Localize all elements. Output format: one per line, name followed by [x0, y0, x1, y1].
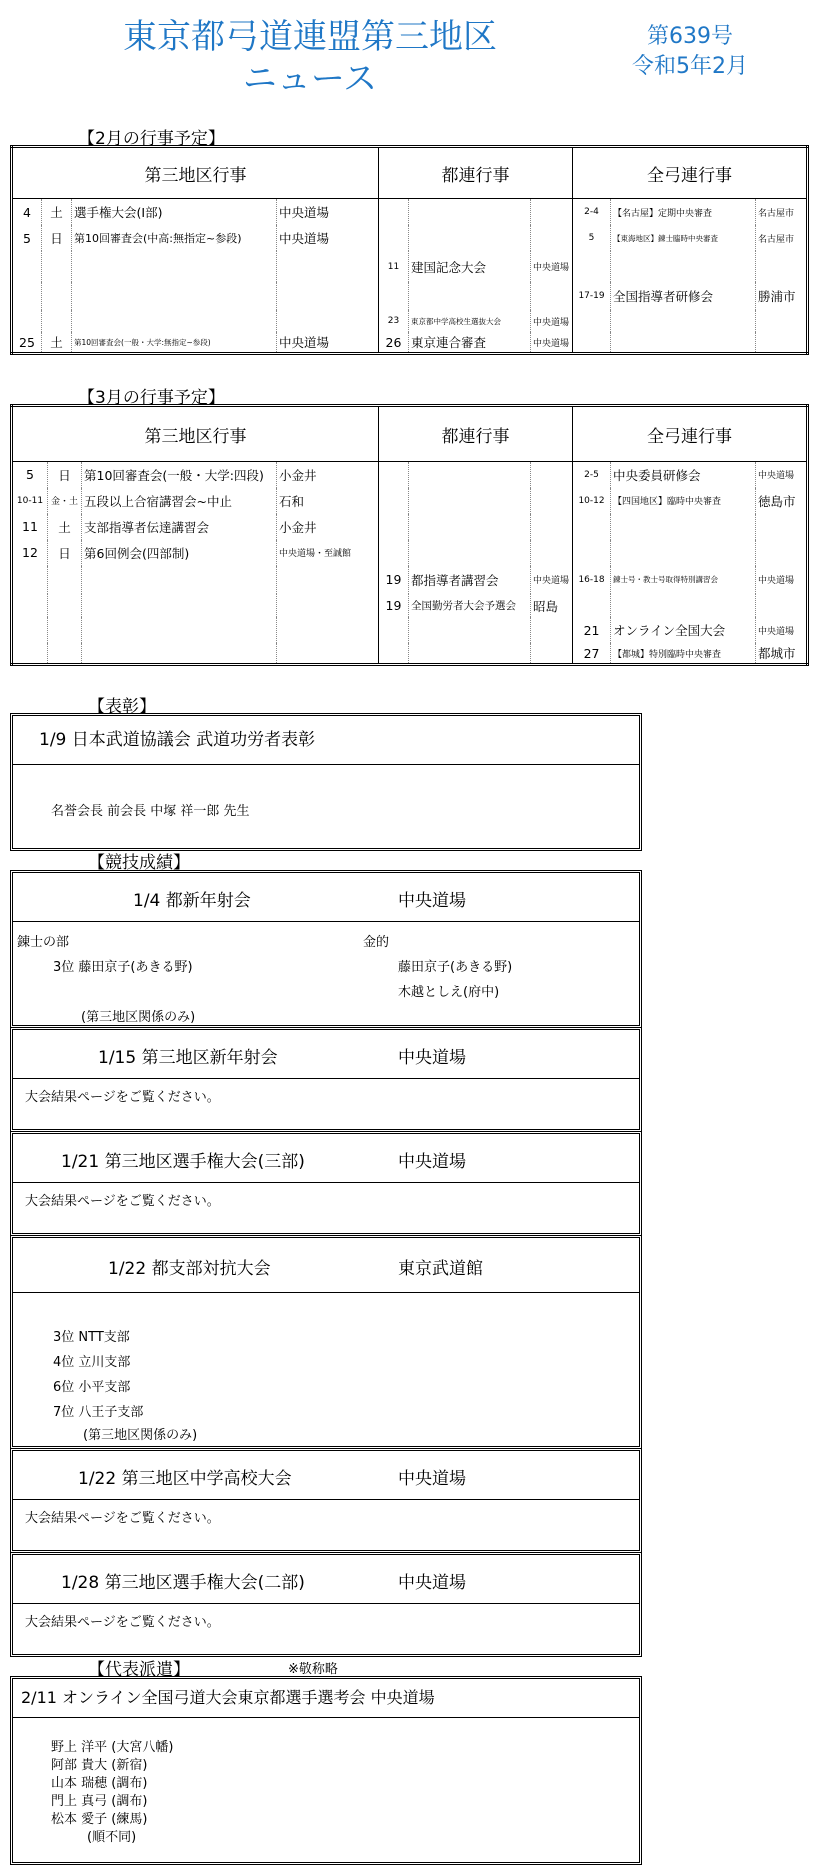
feb-col-district: 第三地区行事: [12, 147, 379, 199]
result-body: 大会結果ページをご覧ください。: [25, 1194, 220, 1209]
result-box-3: [10, 1131, 642, 1236]
member-item: 門上 真弓 (調布): [51, 1794, 148, 1809]
table-cell: 東京都中学高校生選抜大会: [409, 310, 531, 332]
table-cell: 徳島市: [758, 493, 796, 509]
issue-date: 令和5年2月: [632, 54, 748, 79]
table-cell: 10-11: [12, 488, 48, 514]
table-cell: 16-18: [573, 566, 611, 594]
result-title: 1/15 第三地区新年射会: [98, 1048, 278, 1068]
member-item: 山本 瑞穂 (調布): [51, 1776, 148, 1791]
result-title: 1/22 都支部対抗大会: [108, 1259, 271, 1279]
table-cell: 都城市: [758, 646, 796, 662]
result-header: [13, 1030, 639, 1079]
result-box-1: [10, 870, 642, 1028]
result-header: [13, 1134, 639, 1183]
table-cell: 25: [12, 332, 42, 353]
result-place: 中央道場: [398, 1573, 466, 1593]
table-cell: 名古屋市: [758, 208, 795, 219]
page-title: [90, 16, 530, 100]
table-cell: 土: [42, 199, 72, 225]
table-cell: 4: [12, 199, 42, 225]
result-header: [13, 1238, 639, 1293]
table-cell: 中央道場: [531, 310, 573, 332]
results-heading: 【競技成績】: [88, 853, 190, 873]
result-header: [13, 873, 639, 922]
category-label: 金的: [363, 935, 390, 950]
table-cell: 17-19: [573, 282, 611, 310]
result-place: 中央道場: [398, 1469, 466, 1489]
mar-col-district: 第三地区行事: [12, 406, 379, 462]
table-cell: 勝浦市: [758, 289, 796, 305]
table-cell: 10-12: [573, 488, 611, 514]
result-place: 中央道場: [398, 1152, 466, 1172]
table-cell: 支部指導者伝達講習会: [82, 514, 277, 540]
result-body: 大会結果ページをご覧ください。: [25, 1090, 220, 1105]
table-cell: 石和: [277, 488, 379, 514]
table-cell: 【四国地区】臨時中央審査: [611, 488, 756, 514]
table-cell: 27: [573, 643, 611, 664]
table-cell: 昭島: [531, 594, 573, 618]
result-title: 1/28 第三地区選手権大会(二部): [61, 1573, 305, 1593]
result-line: 3位 藤田京子(あきる野): [53, 960, 193, 975]
result-body: 大会結果ページをご覧ください。: [25, 1511, 220, 1526]
result-box-6: [10, 1552, 642, 1657]
table-cell: 5: [573, 225, 611, 251]
table-cell: 小金井: [277, 514, 379, 540]
award-recipient: 名誉会長 前会長 中塚 祥一郎 先生: [51, 804, 250, 819]
result-header: [13, 1451, 639, 1500]
table-cell: 錬士号・教士号取得特別講習会: [611, 566, 756, 594]
table-cell: 【都城】特別臨時中央審査: [611, 643, 756, 664]
table-cell: 日: [48, 462, 82, 488]
award-item: 1/9 日本武道協議会 武道功労者表彰: [13, 716, 639, 765]
mar-col-tokyo: 都連行事: [379, 406, 573, 462]
table-cell: 日: [48, 540, 82, 566]
result-line: 4位 立川支部: [53, 1355, 131, 1370]
result-title: 1/21 第三地区選手権大会(三部): [61, 1152, 305, 1172]
feb-col-tokyo: 都連行事: [379, 147, 573, 199]
table-cell: 5: [12, 225, 42, 251]
feb-col-national: 全弓連行事: [573, 147, 808, 199]
result-box-4: [10, 1235, 642, 1449]
table-cell: 東京連合審査: [409, 332, 531, 353]
mar-schedule-table: [10, 404, 809, 666]
awards-box: [10, 713, 642, 851]
table-cell: 中央道場: [758, 471, 795, 482]
table-cell: 5: [12, 462, 48, 488]
table-cell: 土: [48, 514, 82, 540]
table-cell: 中央道場: [531, 251, 573, 282]
table-cell: 中央道場: [531, 566, 573, 594]
result-line: 藤田京子(あきる野): [398, 960, 513, 975]
table-cell: 全国勤労者大会予選会: [409, 594, 531, 618]
dispatch-title: 2/11 オンライン全国弓道大会東京都選手選考会 中央道場: [13, 1679, 639, 1718]
table-cell: 中央道場: [758, 626, 795, 637]
table-cell: 中央道場: [531, 332, 573, 353]
table-cell: 第10回審査会(一般・大学:四段): [82, 462, 277, 488]
feb-heading: 【2月の行事予定】: [78, 129, 225, 149]
issue-number: 第639号: [647, 24, 733, 49]
table-cell: 土: [42, 332, 72, 353]
table-cell: 中央道場: [277, 225, 379, 251]
table-cell: 全国指導者研修会: [611, 282, 756, 310]
table-cell: 【名古屋】定期中央審査: [611, 199, 756, 225]
table-cell: 中央道場・至誠館: [277, 540, 379, 566]
result-header: [13, 1555, 639, 1604]
result-place: 東京武道館: [398, 1259, 483, 1279]
result-note: (第三地区関係のみ): [83, 1428, 198, 1443]
result-box-2: [10, 1027, 642, 1132]
table-cell: 19: [379, 594, 409, 618]
table-cell: 【東海地区】錬士臨時中央審査: [611, 225, 756, 251]
table-cell: 中央道場: [277, 199, 379, 225]
table-cell: 26: [379, 332, 409, 353]
table-cell: オンライン全国大会: [611, 617, 756, 643]
table-cell: 中央道場: [758, 576, 795, 587]
member-item: 野上 洋平 (大宮八幡): [51, 1740, 174, 1755]
table-cell: 中央委員研修会: [611, 462, 756, 488]
dispatch-box: [10, 1676, 642, 1865]
table-cell: 小金井: [277, 462, 379, 488]
table-cell: 第10回審査会(中高:無指定~参段): [72, 225, 277, 251]
feb-schedule-table: [10, 145, 809, 355]
title-line-1: 東京都弓道連盟第三地区: [123, 17, 497, 57]
table-cell: 第10回審査会(一般・大学:無指定~参段): [72, 332, 277, 353]
table-cell: 23: [379, 310, 409, 332]
table-cell: 12: [12, 540, 48, 566]
result-line: 6位 小平支部: [53, 1380, 131, 1395]
table-cell: 建国記念大会: [409, 251, 531, 282]
title-line-2: ニュース: [242, 59, 378, 99]
result-title: 1/22 第三地区中学高校大会: [78, 1469, 292, 1489]
table-cell: 2-5: [573, 462, 611, 488]
result-body: 大会結果ページをご覧ください。: [25, 1615, 220, 1630]
dispatch-heading: 【代表派遣】: [88, 1660, 190, 1680]
category-label: 錬士の部: [17, 935, 70, 950]
awards-heading: 【表彰】: [88, 697, 156, 717]
mar-col-national: 全弓連行事: [573, 406, 808, 462]
table-cell: 名古屋市: [758, 234, 795, 245]
table-cell: 日: [42, 225, 72, 251]
table-cell: 都指導者講習会: [409, 566, 531, 594]
member-item: 阿部 貴大 (新宿): [51, 1758, 148, 1773]
table-cell: 11: [12, 514, 48, 540]
honorific-note: ※敬称略: [288, 1662, 338, 1677]
table-cell: 2-4: [573, 199, 611, 225]
member-item: 松本 愛子 (練馬): [51, 1812, 148, 1827]
table-cell: 第6回例会(四部制): [82, 540, 277, 566]
table-cell: 選手権大会(Ⅰ部): [72, 199, 277, 225]
table-cell: 中央道場: [277, 332, 379, 353]
table-cell: 19: [379, 566, 409, 594]
result-line: 7位 八王子支部: [53, 1405, 144, 1420]
order-note: (順不同): [87, 1830, 137, 1845]
issue-info: [620, 22, 760, 82]
result-line: 木越としえ(府中): [398, 985, 500, 1000]
result-box-5: [10, 1448, 642, 1553]
table-cell: 11: [379, 251, 409, 282]
mar-heading: 【3月の行事予定】: [78, 388, 225, 408]
result-note: (第三地区関係のみ): [81, 1010, 196, 1025]
table-cell: 五段以上合宿講習会~中止: [82, 488, 277, 514]
result-place: 中央道場: [398, 891, 466, 911]
table-cell: 21: [573, 617, 611, 643]
result-line: 3位 NTT支部: [53, 1330, 130, 1345]
table-cell: 金・土: [48, 488, 82, 514]
result-place: 中央道場: [398, 1048, 466, 1068]
result-title: 1/4 都新年射会: [133, 891, 251, 911]
